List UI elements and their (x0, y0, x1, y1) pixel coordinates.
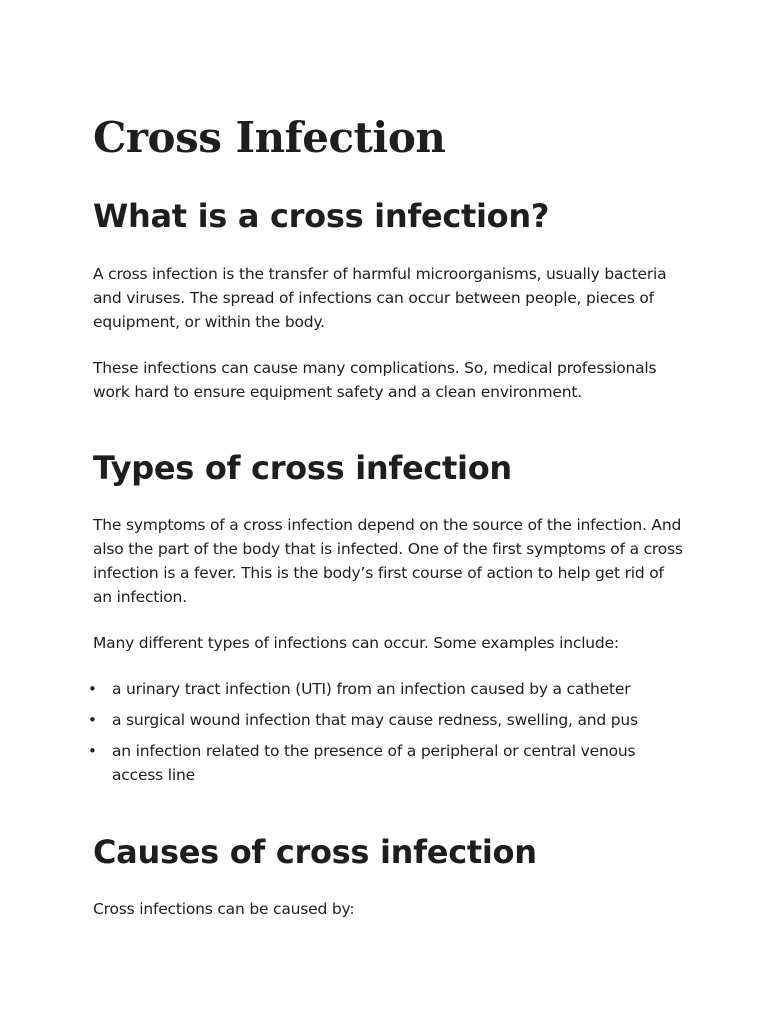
list-item-text: a surgical wound infection that may cause redness, swelling, and pus (112, 711, 638, 729)
paragraph-causes-intro: Cross infections can be caused by: (93, 900, 355, 918)
list-item-text: a urinary tract infection (UTI) from an infection caused by a catheter (112, 680, 631, 698)
list-item (88, 739, 683, 787)
section-heading-causes: Causes of cross infection (93, 833, 537, 871)
infection-examples-list (88, 677, 683, 794)
bullet-icon: • (88, 711, 97, 729)
paragraph-definition: A cross infection is the transfer of harmful microorganisms, usually bacteria and viruses. The spread of infections can occur between people, pieces of equipment, or within the body. (93, 265, 667, 331)
paragraph-symptoms: The symptoms of a cross infection depend on the source of the infection. And also the part of the body that is infected. One of the first symptoms of a cross infection is a fever. This is the body’s first course of action to help get rid of an infection. (93, 516, 683, 606)
list-item (88, 677, 683, 701)
section-heading-types: Types of cross infection (93, 449, 512, 487)
bullet-icon: • (88, 680, 97, 698)
paragraph-examples-intro: Many different types of infections can occur. Some examples include: (93, 634, 619, 652)
paragraph-complications: These infections can cause many complications. So, medical professionals work hard to ensure equipment safety and a clean environment. (93, 359, 657, 401)
document-title: Cross Infection (93, 113, 446, 162)
list-item (88, 708, 683, 732)
bullet-icon: • (88, 742, 97, 760)
section-heading-what-is: What is a cross infection? (93, 197, 550, 235)
list-item-text: an infection related to the presence of a peripheral or central venous access line (112, 742, 636, 784)
